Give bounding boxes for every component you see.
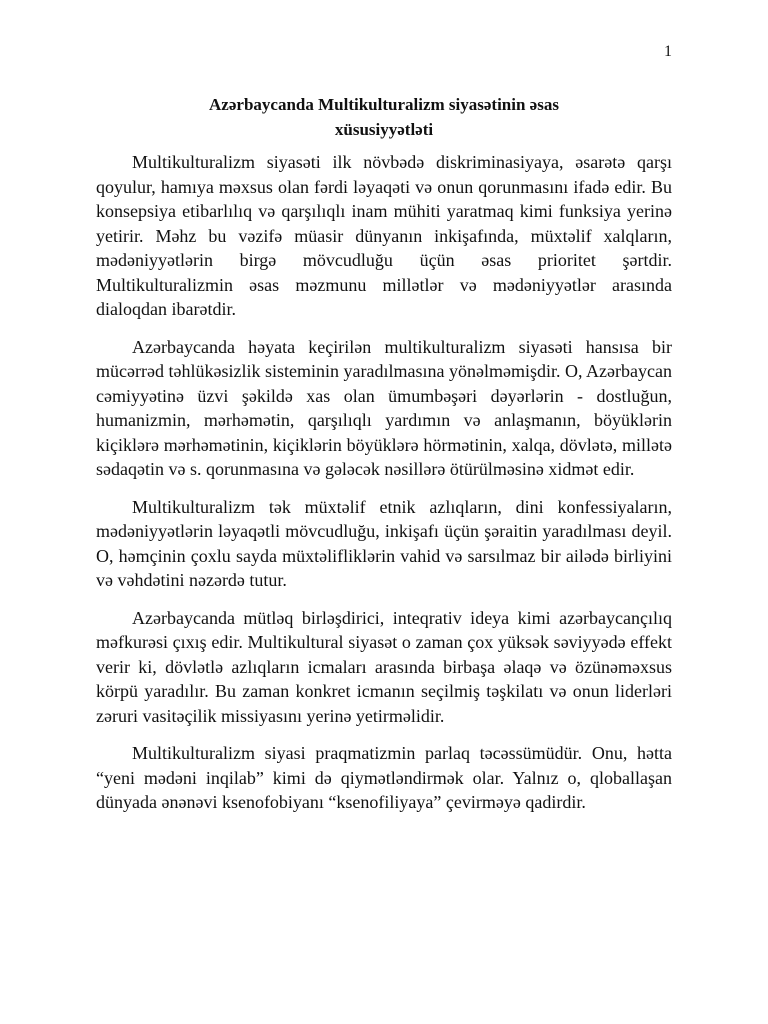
- document-title: [96, 92, 672, 142]
- title-line-1: Azərbaycanda Multikulturalizm siyasətinin əsas: [209, 95, 559, 114]
- paragraph-5: Multikulturalizm siyasi praqmatizmin parlaq təcəssümüdür. Onu, hətta “yeni mədəni inqilab” kimi də qiymətləndirmək olar. Yalnız o, qloballaşan dünyada ənənəvi ksenofobiyanı “ksenofiliyaya” çevirməyə qadirdir.: [96, 743, 672, 812]
- page-number: 1: [664, 43, 672, 60]
- paragraph-1: Multikulturalizm siyasəti ilk növbədə diskriminasiyaya, əsarətə qarşı qoyulur, hamıya məxsus olan fərdi ləyaqəti və onun qorunmasını ifadə edir. Bu konsepsiya etibarlılıq və qarşılıqlı inam mühiti yaratmaq kimi funksiya yerinə yetirir. Məhz bu vəzifə müasir dünyanın inkişafında, müxtəlif xalqların, mədəniyyətlərin birgə mövcudluğu üçün əsas prioritet şərtdir. Multikulturalizmin əsas məzmunu millətlər və mədəniyyətlər arasında dialoqdan ibarətdir.: [96, 152, 672, 319]
- document-body: [96, 150, 672, 828]
- paragraph-4: Azərbaycanda mütləq birləşdirici, inteqrativ ideya kimi azərbaycançılıq məfkurəsi çıxış edir. Multikultural siyasət o zaman çox yüksək səviyyədə effekt verir ki, dövlətlə azlıqların icmaları arasında birbaşa əlaqə və özünəməxsus körpü yaradılır. Bu zaman konkret icmanın seçilmiş təşkilatı və onun liderləri zəruri vasitəçilik missiyasını yerinə yetirməlidir.: [96, 607, 672, 726]
- paragraph-3: Multikulturalizm tək müxtəlif etnik azlıqların, dini konfessiyaların, mədəniyyətlərin ləyaqətli mövcudluğu, inkişafı üçün şəraitin yaradılması deyil. O, həmçinin çoxlu sayda müxtəlifliklərin vahid və sarsılmaz bir ailədə birliyini və vəhdətini nəzərdə tutur.: [96, 496, 672, 590]
- title-line-2: xüsusiyyətləti: [334, 120, 434, 139]
- paragraph-2: Azərbaycanda həyata keçirilən multikulturalizm siyasəti hansısa bir mücərrəd təhlükəsizlik sisteminin yaradılmasına yönəlməmişdir. O, Azərbaycan cəmiyyətinə üzvi şəkildə xas olan ümumbəşəri dəyərlərin - dostluğun, humanizmin, mərhəmətin, qarşılıqlı yardımın və anlaşmanın, böyüklərin kiçiklərə mərhəmətinin, kiçiklərin böyüklərə hörmətinin, xalqa, dövlətə, millətə sədaqətin və s. qorunmasına və gələcək nəsillərə ötürülməsinə xidmət edir.: [96, 336, 672, 479]
